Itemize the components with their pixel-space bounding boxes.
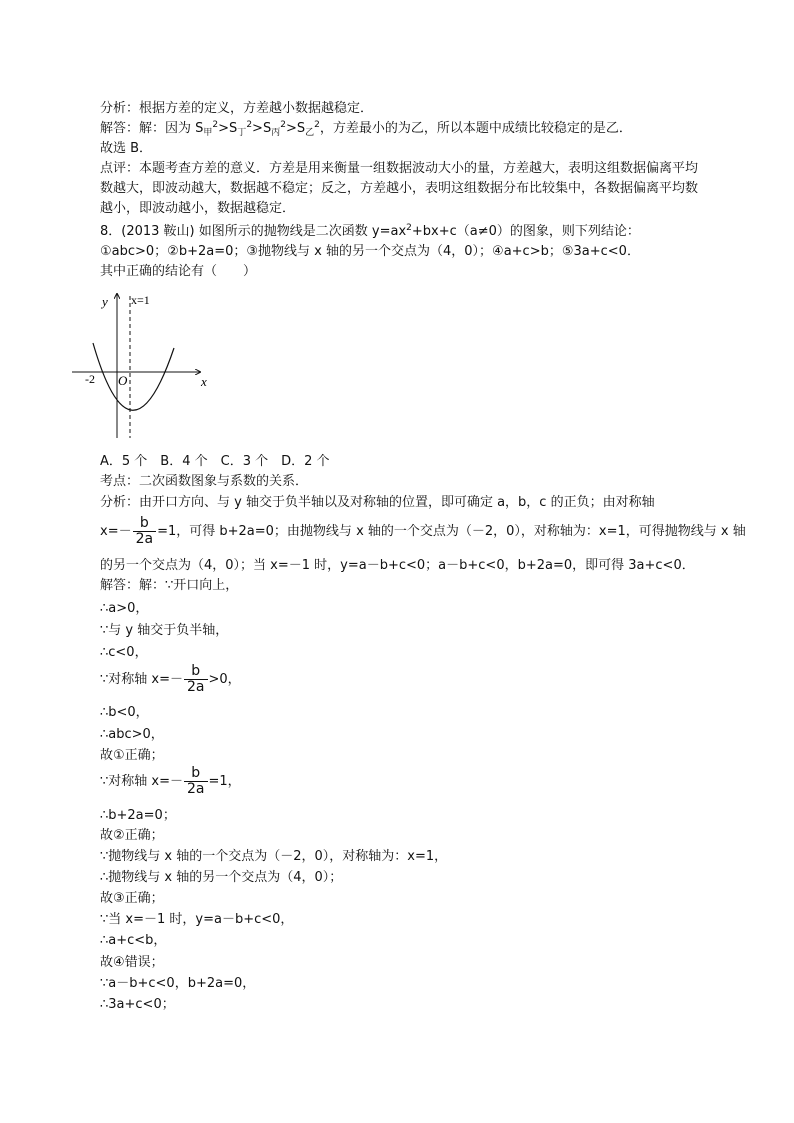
sup-4: 2 (314, 120, 320, 130)
step-10-text: =1， (208, 774, 241, 789)
prev-choice: 故选 B． (100, 141, 153, 156)
step-11: ∴b+2a=0； (100, 808, 176, 823)
sub-ding: 丁 (237, 128, 247, 138)
sup-1: 2 (212, 120, 219, 130)
fraction-b-2a-3 (184, 766, 208, 797)
step-9 (100, 766, 241, 797)
sup-2: 2 (246, 120, 253, 130)
step-17: ∴a+c<b， (100, 933, 167, 948)
step-16: ∵当 x=－1 时，y=a－b+c<0， (100, 912, 294, 927)
sup-3: 2 (280, 120, 286, 130)
q8-stem-pre: 8．(2013 鞍山) 如图所示的抛物线是二次函数 y=ax (100, 224, 407, 239)
step-13: ∵抛物线与 x 轴的一个交点为（－2，0），对称轴为：x=1， (100, 849, 448, 864)
solution-analysis-2 (100, 516, 746, 547)
step-3: ∴c<0， (100, 645, 148, 660)
parabola-graph (70, 288, 220, 440)
prev-comment-3: 越小，即波动越小，数据越稳定． (100, 201, 296, 216)
step-14: ∴抛物线与 x 轴的另一个交点为（4，0）； (100, 870, 343, 885)
fraction-b-2a-2 (184, 664, 208, 695)
step-4-text: ∵对称轴 x=－ (100, 672, 183, 687)
solution-analysis-3: 的另一个交点为（4，0）；当 x=－1 时，y=a－b+c<0；a－b+c<0，b+2a=0，即可得 3a+c<0． (100, 558, 695, 573)
origin-label: O (118, 373, 128, 388)
prev-comment-2: 数越大，即波动越大，数据越不稳定；反之，方差越小，表明这组数据分布比较集中，各数据偏离平均数 (100, 181, 699, 196)
sub-bing: 丙 (271, 128, 281, 138)
step-8: 故①正确； (100, 748, 164, 763)
solution-analysis-1: 分析：由开口方向、与 y 轴交于负半轴以及对称轴的位置，即可确定 a，b，c 的正负；由对称轴 (100, 495, 655, 510)
analysis-2-post: =1，可得 b+2a=0；由抛物线与 x 轴的一个交点为（－2，0），对称轴为：x=1，可得抛物线与 x 轴 (157, 524, 746, 539)
q8-stem-sup: 2 (406, 223, 412, 233)
q8-stem-post: +bx+c（a≠0）的图象，则下列结论： (411, 224, 640, 239)
step-19: ∵a－b+c<0，b+2a=0， (100, 976, 256, 991)
step-2: ∵与 y 轴交于负半轴， (100, 623, 229, 638)
step-4 (100, 664, 241, 695)
prev-analysis: 分析：根据方差的定义，方差越小数据越稳定． (100, 101, 374, 116)
step-15: 故③正确； (100, 891, 164, 906)
step-1: ∴a>0， (100, 601, 149, 616)
prev-answer (100, 121, 632, 138)
prev-comment-1: 点评：本题考查方差的意义．方差是用来衡量一组数据波动大小的量，方差越大，表明这组数据偏离平均 (100, 161, 699, 176)
step-7: ∴abc>0， (100, 727, 164, 742)
frac-den: 2a (135, 531, 154, 547)
y-axis-label: y (102, 294, 108, 309)
symmetry-axis-label: x=1 (131, 293, 150, 307)
q8-options: A．5 个 B．4 个 C．3 个 D．2 个 (100, 454, 330, 469)
frac-den-2: 2a (187, 679, 205, 695)
step-12: 故②正确； (100, 828, 164, 843)
q8-ask: 其中正确的结论有（ ） (100, 264, 257, 279)
prev-answer-pre: 解答：解：因为 S (100, 121, 204, 136)
step-0: 解答：解：∵开口向上， (100, 578, 239, 593)
frac-num-3: b (184, 766, 208, 782)
sub-yi: 乙 (305, 128, 315, 138)
frac-num-2: b (184, 664, 208, 680)
step-9-text: ∵对称轴 x=－ (100, 774, 183, 789)
q8-conclusions: ①abc>0；②b+2a=0；③抛物线与 x 轴的另一个交点为（4，0）；④a+c>b；⑤3a+c<0． (100, 244, 640, 259)
gt-1: >S (218, 121, 238, 136)
frac-num: b (133, 516, 157, 532)
analysis-2-pre: x=－ (100, 524, 132, 539)
frac-den-3: 2a (187, 781, 205, 797)
gt-3: >S (285, 121, 306, 136)
q8-stem (100, 224, 640, 241)
gt-2: >S (252, 121, 272, 136)
step-20: ∴3a+c<0； (100, 997, 175, 1012)
step-6: ∴b<0， (100, 705, 149, 720)
step-5-text: >0， (208, 672, 241, 687)
parabola-curve (93, 343, 174, 410)
sub-jia: 甲 (203, 128, 213, 138)
x-axis-label: x (201, 374, 207, 389)
fraction-b-2a (133, 516, 157, 547)
prev-answer-post: ，方差最小的为乙，所以本题中成绩比较稳定的是乙． (319, 121, 632, 136)
solution-point: 考点：二次函数图象与系数的关系． (100, 474, 309, 489)
neg2-label: -2 (85, 372, 95, 386)
step-18: 故④错误； (100, 955, 164, 970)
